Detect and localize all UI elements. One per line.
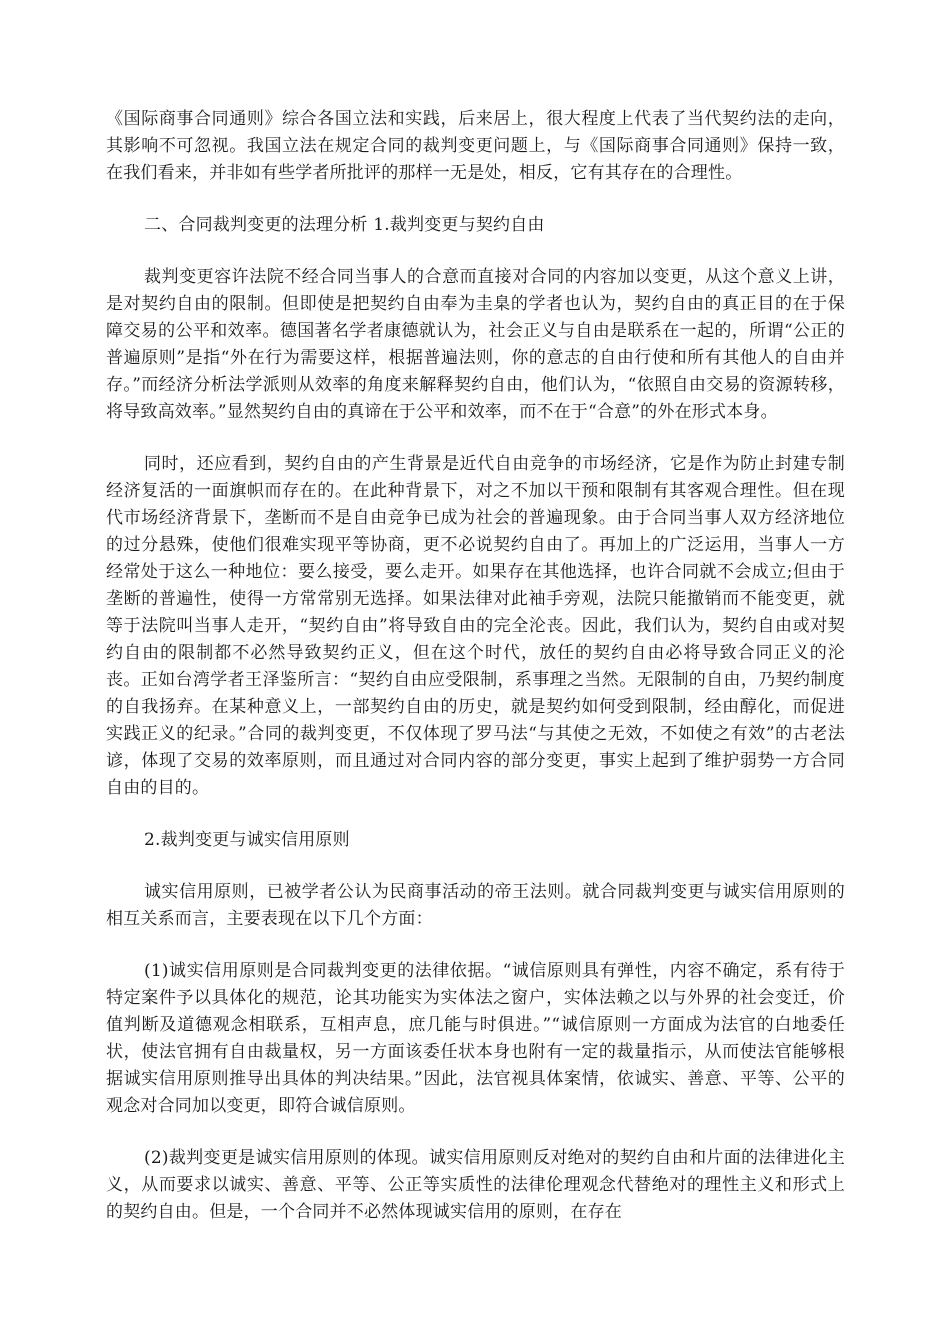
paragraph-intro: 《国际商事合同通则》综合各国立法和实践，后来居上，很大程度上代表了当代契约法的走向，其影响不可忽视。我国立法在规定合同的裁判变更问题上，与《国际商事合同通则》保持一致，在我们看来，并非如有些学者所批评的那样一无是处，相反，它有其存在的合理性。 [106, 109, 845, 183]
section-heading-legal-analysis: 二、合同裁判变更的法理分析 1.裁判变更与契约自由 [144, 215, 545, 235]
paragraph-contract-freedom-limits: 裁判变更容许法院不经合同当事人的合意而直接对合同的内容加以变更，从这个意义上讲，是对契约自由的限制。但即使是把契约自由奉为圭臬的学者也认为，契约自由的真正目的在于保障交易的公平和效率。德国著名学者康德就认为，社会正义与自由是联系在一起的，所谓“公正的普遍原则”是指“外在行为需要这样，根据普遍法则，你的意志的自由行使和所有其他人的自由并存。”而经济分析法学派则从效率的角度来解释契约自由，他们认为，“依照自由交易的资源转移，将导致高效率。”显然契约自由的真谛在于公平和效率，而不在于“合意”的外在形式本身。 [106, 267, 845, 422]
document-body [106, 106, 845, 1251]
paragraph-market-background: 同时，还应看到，契约自由的产生背景是近代自由竞争的市场经济，它是作为防止封建专制经济复活的一面旗帜而存在的。在此种背景下，对之不加以干预和限制有其客观合理性。但在现代市场经济背景下，垄断而不是自由竞争已成为社会的普遍现象。由于合同当事人双方经济地位的过分悬殊，使他们很难实现平等协商，更不必说契约自由了。再加上的广泛运用，当事人一方经常处于这么一种地位：要么接受，要么走开。如果存在其他选择，也许合同就不会成立;但由于垄断的普遍性，使得一方常常别无选择。如果法律对此袖手旁观，法院只能撤销而不能变更，就等于法院叫当事人走开，“契约自由”将导致自由的完全沦丧。因此，我们认为，契约自由或对契约自由的限制都不必然导致契约正义，但在这个时代，放任的契约自由必将导致合同正义的沦丧。正如台湾学者王泽鉴所言：“契约自由应受限制，系事理之当然。无限制的自由，乃契约制度的自我扬弃。在某种意义上，一部契约自由的历史，就是契约如何受到限制，经由醇化，而促进实践正义的纪录。”合同的裁判变更，不仅体现了罗马法“与其使之无效，不如使之有效”的古老法谚，体现了交易的效率原则，而且通过对合同内容的部分变更，事实上起到了维护弱势一方合同自由的目的。 [106, 454, 845, 798]
paragraph-good-faith-embodiment: (2)裁判变更是诚实信用原则的体现。诚实信用原则反对绝对的契约自由和片面的法律进化主义，从而要求以诚实、善意、平等、公正等实质性的法律伦理观念代替绝对的理性主义和形式上的契约自由。但是，一个合同并不必然体现诚实信用的原则，在存在 [106, 1148, 845, 1222]
section-heading-good-faith: 2.裁判变更与诚实信用原则 [144, 830, 350, 850]
paragraph-good-faith-intro: 诚实信用原则，已被学者公认为民商事活动的帝王法则。就合同裁判变更与诚实信用原则的相互关系而言，主要表现在以下几个方面： [106, 882, 845, 929]
paragraph-good-faith-basis: (1)诚实信用原则是合同裁判变更的法律依据。“诚信原则具有弹性，内容不确定，系有待于特定案件予以具体化的规范，论其功能实为实体法之窗户，实体法赖之以与外界的社会变迁，价值判断及道德观念相联系，互相声息，庶几能与时俱进。”“诚信原则一方面成为法官的白地委任状，使法官拥有自由裁量权，另一方面该委任状本身也附有一定的裁量指示，从而使法官能够根据诚实信用原则推导出具体的判决结果。”因此，法官视具体案情，依诚实、善意、平等、公平的观念对合同加以变更，即符合诚信原则。 [106, 961, 845, 1116]
